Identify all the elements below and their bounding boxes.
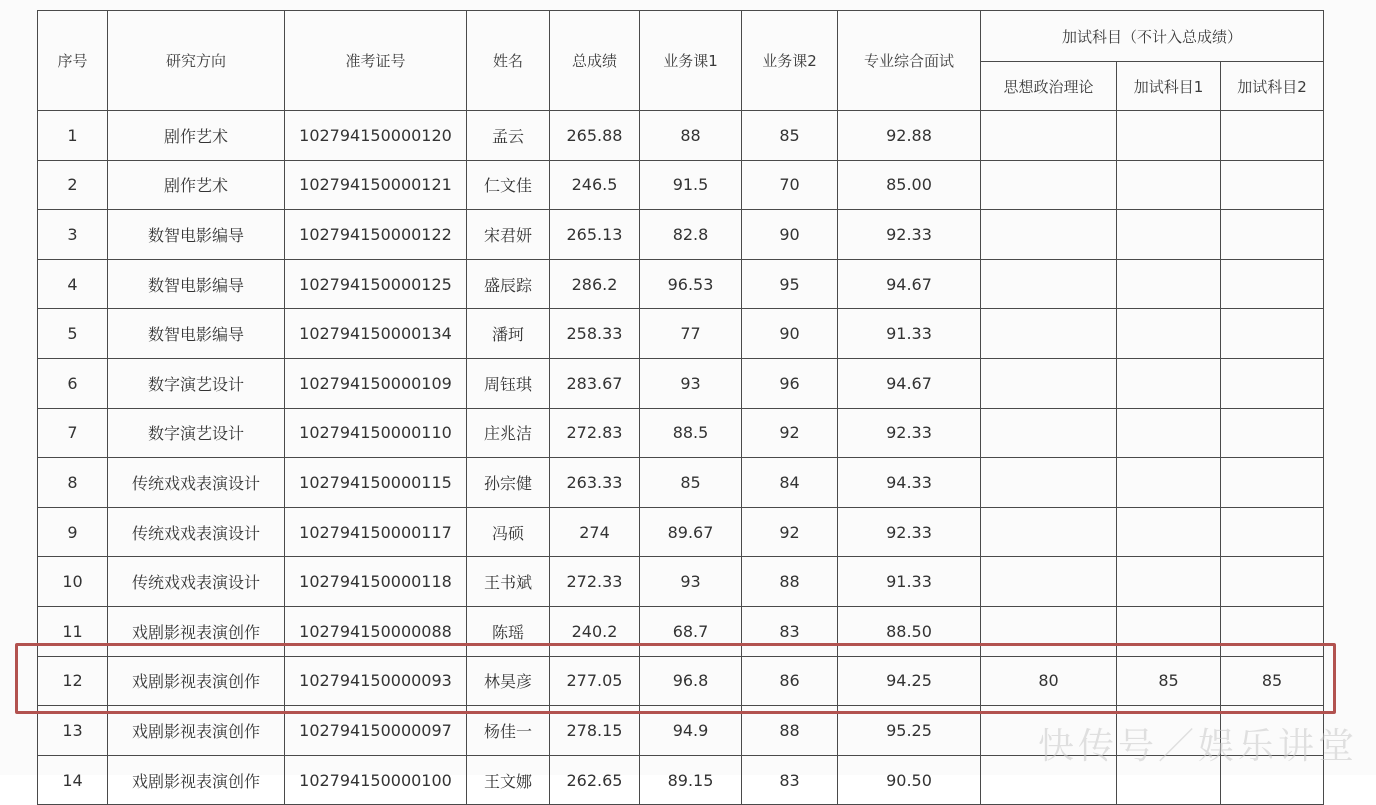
watermark: 快传号／娱乐讲堂 (1037, 726, 1358, 767)
cell-interview: 85.00 (838, 160, 981, 210)
cell-total: 265.13 (550, 210, 640, 260)
cell-course1: 89.67 (640, 507, 742, 557)
cell-extra2 (1221, 507, 1324, 557)
cell-name: 潘珂 (467, 309, 550, 359)
cell-direction: 戏剧影视表演创作 (108, 656, 285, 706)
cell-total: 286.2 (550, 259, 640, 309)
cell-name: 林昊彦 (467, 656, 550, 706)
cell-course2: 83 (742, 755, 838, 805)
cell-course1: 91.5 (640, 160, 742, 210)
cell-interview: 88.50 (838, 606, 981, 656)
cell-extra1 (1117, 259, 1221, 309)
cell-politics (981, 309, 1117, 359)
cell-interview: 94.67 (838, 358, 981, 408)
cell-total: 272.83 (550, 408, 640, 458)
cell-extra2 (1221, 210, 1324, 260)
cell-direction: 数字演艺设计 (108, 408, 285, 458)
header-interview: 专业综合面试 (838, 11, 981, 111)
header-direction: 研究方向 (108, 11, 285, 111)
cell-exam-id: 102794150000100 (285, 755, 467, 805)
cell-extra1 (1117, 358, 1221, 408)
cell-exam-id: 102794150000097 (285, 706, 467, 756)
cell-extra1: 85 (1117, 656, 1221, 706)
cell-name: 庄兆洁 (467, 408, 550, 458)
cell-interview: 92.33 (838, 507, 981, 557)
cell-extra1 (1117, 507, 1221, 557)
cell-seq: 3 (38, 210, 108, 260)
cell-interview: 92.33 (838, 408, 981, 458)
cell-exam-id: 102794150000118 (285, 557, 467, 607)
table-row (38, 259, 1324, 309)
cell-exam-id: 102794150000121 (285, 160, 467, 210)
cell-politics (981, 606, 1117, 656)
cell-total: 278.15 (550, 706, 640, 756)
table-row (38, 111, 1324, 161)
cell-direction: 数智电影编导 (108, 210, 285, 260)
cell-course2: 85 (742, 111, 838, 161)
table-body (38, 111, 1324, 805)
header-row (38, 11, 1324, 62)
cell-course1: 68.7 (640, 606, 742, 656)
cell-exam-id: 102794150000117 (285, 507, 467, 557)
score-table (37, 10, 1324, 805)
cell-seq: 8 (38, 458, 108, 508)
cell-course2: 88 (742, 706, 838, 756)
cell-course1: 96.53 (640, 259, 742, 309)
cell-course2: 70 (742, 160, 838, 210)
cell-extra1 (1117, 458, 1221, 508)
cell-seq: 7 (38, 408, 108, 458)
cell-exam-id: 102794150000134 (285, 309, 467, 359)
cell-seq: 5 (38, 309, 108, 359)
cell-course1: 93 (640, 358, 742, 408)
cell-politics (981, 358, 1117, 408)
table-row (38, 309, 1324, 359)
cell-direction: 剧作艺术 (108, 160, 285, 210)
cell-course1: 88 (640, 111, 742, 161)
cell-course1: 93 (640, 557, 742, 607)
cell-extra1 (1117, 606, 1221, 656)
cell-extra2 (1221, 111, 1324, 161)
cell-direction: 数字演艺设计 (108, 358, 285, 408)
table-row (38, 458, 1324, 508)
cell-course2: 95 (742, 259, 838, 309)
cell-exam-id: 102794150000088 (285, 606, 467, 656)
cell-politics (981, 458, 1117, 508)
cell-extra1 (1117, 111, 1221, 161)
cell-course2: 90 (742, 309, 838, 359)
table-row (38, 656, 1324, 706)
cell-seq: 2 (38, 160, 108, 210)
header-politics: 思想政治理论 (981, 62, 1117, 111)
cell-course2: 90 (742, 210, 838, 260)
cell-course1: 96.8 (640, 656, 742, 706)
cell-total: 274 (550, 507, 640, 557)
cell-exam-id: 102794150000125 (285, 259, 467, 309)
cell-interview: 91.33 (838, 557, 981, 607)
cell-interview: 92.33 (838, 210, 981, 260)
cell-extra2 (1221, 309, 1324, 359)
cell-direction: 数智电影编导 (108, 259, 285, 309)
cell-extra2 (1221, 358, 1324, 408)
cell-direction: 戏剧影视表演创作 (108, 755, 285, 805)
header-exam-id: 准考证号 (285, 11, 467, 111)
cell-interview: 94.67 (838, 259, 981, 309)
cell-politics (981, 210, 1117, 260)
cell-course2: 88 (742, 557, 838, 607)
header-course2: 业务课2 (742, 11, 838, 111)
cell-extra2 (1221, 606, 1324, 656)
cell-direction: 数智电影编导 (108, 309, 285, 359)
cell-politics: 80 (981, 656, 1117, 706)
cell-total: 258.33 (550, 309, 640, 359)
cell-total: 262.65 (550, 755, 640, 805)
cell-course2: 84 (742, 458, 838, 508)
cell-interview: 94.33 (838, 458, 981, 508)
cell-interview: 94.25 (838, 656, 981, 706)
cell-direction: 剧作艺术 (108, 111, 285, 161)
table-row (38, 606, 1324, 656)
cell-name: 冯硕 (467, 507, 550, 557)
cell-seq: 6 (38, 358, 108, 408)
table-row (38, 358, 1324, 408)
cell-total: 272.33 (550, 557, 640, 607)
cell-seq: 1 (38, 111, 108, 161)
header-seq: 序号 (38, 11, 108, 111)
cell-total: 283.67 (550, 358, 640, 408)
header-extra1: 加试科目1 (1117, 62, 1221, 111)
header-extra-group: 加试科目（不计入总成绩） (981, 11, 1324, 62)
cell-interview: 90.50 (838, 755, 981, 805)
cell-exam-id: 102794150000115 (285, 458, 467, 508)
cell-name: 杨佳一 (467, 706, 550, 756)
cell-extra2 (1221, 557, 1324, 607)
cell-course1: 77 (640, 309, 742, 359)
header-name: 姓名 (467, 11, 550, 111)
cell-direction: 传统戏戏表演设计 (108, 507, 285, 557)
cell-total: 240.2 (550, 606, 640, 656)
cell-name: 王书斌 (467, 557, 550, 607)
cell-course1: 88.5 (640, 408, 742, 458)
cell-course1: 89.15 (640, 755, 742, 805)
cell-politics (981, 408, 1117, 458)
cell-politics (981, 160, 1117, 210)
cell-name: 王文娜 (467, 755, 550, 805)
cell-name: 孟云 (467, 111, 550, 161)
cell-extra1 (1117, 160, 1221, 210)
cell-seq: 10 (38, 557, 108, 607)
cell-total: 263.33 (550, 458, 640, 508)
cell-extra1 (1117, 557, 1221, 607)
cell-extra1 (1117, 210, 1221, 260)
cell-extra1 (1117, 309, 1221, 359)
cell-course2: 83 (742, 606, 838, 656)
cell-name: 仁文佳 (467, 160, 550, 210)
cell-extra2 (1221, 259, 1324, 309)
cell-politics (981, 111, 1117, 161)
cell-extra2 (1221, 160, 1324, 210)
cell-extra2: 85 (1221, 656, 1324, 706)
cell-seq: 11 (38, 606, 108, 656)
cell-politics (981, 259, 1117, 309)
cell-direction: 传统戏戏表演设计 (108, 458, 285, 508)
header-course1: 业务课1 (640, 11, 742, 111)
cell-name: 陈瑶 (467, 606, 550, 656)
cell-seq: 9 (38, 507, 108, 557)
cell-course2: 92 (742, 507, 838, 557)
cell-extra2 (1221, 458, 1324, 508)
cell-interview: 92.88 (838, 111, 981, 161)
cell-direction: 戏剧影视表演创作 (108, 706, 285, 756)
cell-course2: 86 (742, 656, 838, 706)
table-row (38, 210, 1324, 260)
cell-course1: 94.9 (640, 706, 742, 756)
cell-exam-id: 102794150000109 (285, 358, 467, 408)
cell-politics (981, 507, 1117, 557)
cell-direction: 传统戏戏表演设计 (108, 557, 285, 607)
cell-seq: 4 (38, 259, 108, 309)
cell-exam-id: 102794150000093 (285, 656, 467, 706)
cell-name: 宋君妍 (467, 210, 550, 260)
cell-extra1 (1117, 408, 1221, 458)
cell-total: 265.88 (550, 111, 640, 161)
table-row (38, 408, 1324, 458)
cell-name: 盛辰踪 (467, 259, 550, 309)
cell-seq: 13 (38, 706, 108, 756)
cell-politics (981, 557, 1117, 607)
table-row (38, 507, 1324, 557)
cell-total: 277.05 (550, 656, 640, 706)
cell-total: 246.5 (550, 160, 640, 210)
header-total: 总成绩 (550, 11, 640, 111)
cell-interview: 95.25 (838, 706, 981, 756)
table-row (38, 160, 1324, 210)
cell-interview: 91.33 (838, 309, 981, 359)
cell-course1: 85 (640, 458, 742, 508)
cell-direction: 戏剧影视表演创作 (108, 606, 285, 656)
cell-name: 孙宗健 (467, 458, 550, 508)
cell-course1: 82.8 (640, 210, 742, 260)
cell-name: 周钰琪 (467, 358, 550, 408)
cell-extra2 (1221, 408, 1324, 458)
cell-seq: 12 (38, 656, 108, 706)
cell-course2: 92 (742, 408, 838, 458)
cell-course2: 96 (742, 358, 838, 408)
table-row (38, 557, 1324, 607)
cell-exam-id: 102794150000122 (285, 210, 467, 260)
header-extra2: 加试科目2 (1221, 62, 1324, 111)
cell-exam-id: 102794150000110 (285, 408, 467, 458)
cell-seq: 14 (38, 755, 108, 805)
cell-exam-id: 102794150000120 (285, 111, 467, 161)
